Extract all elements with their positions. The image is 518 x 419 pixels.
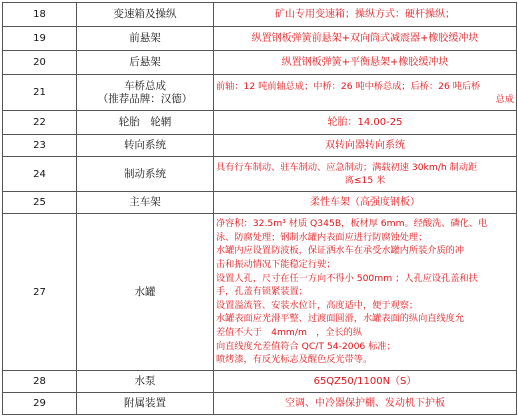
- table-row: [3, 111, 517, 135]
- row-number: 21: [3, 75, 77, 111]
- row-number: 25: [3, 192, 77, 214]
- row-item: 轮胎 轮辋: [77, 111, 214, 135]
- row-number: 20: [3, 51, 77, 75]
- table-row: [3, 371, 517, 393]
- row-number: 23: [3, 135, 77, 157]
- row-spec: 双转向器转向系统: [214, 135, 517, 157]
- table-row: [3, 51, 517, 75]
- row-number: 24: [3, 157, 77, 192]
- spec-table: [2, 2, 517, 415]
- table-row: [3, 3, 517, 27]
- row-spec: 轮胎：14.00-25: [214, 111, 517, 135]
- row-item: 制动系统: [77, 157, 214, 192]
- row-number: 18: [3, 3, 77, 27]
- row-spec: 纵置钢板弹簧前悬架+双向筒式减震器+橡胶缓冲块: [214, 27, 517, 51]
- row-spec: 纵置钢板弹簧+平衡悬架+橡胶缓冲块: [214, 51, 517, 75]
- row-number: 27: [3, 214, 77, 371]
- row-number: 29: [3, 393, 77, 415]
- table-row: [3, 214, 517, 371]
- row-item: 主车架: [77, 192, 214, 214]
- table-row: [3, 393, 517, 415]
- row-item: 水泵: [77, 371, 214, 393]
- row-item: [77, 75, 214, 111]
- row-number: 22: [3, 111, 77, 135]
- row-item: 水罐: [77, 214, 214, 371]
- row-item-label: 车桥总成: [124, 79, 166, 92]
- row-item: 后悬架: [77, 51, 214, 75]
- row-spec: 空调、中冷器保护棚、发动机下护板: [214, 393, 517, 415]
- row-number: 19: [3, 27, 77, 51]
- row-item: 转向系统: [77, 135, 214, 157]
- table-row: [3, 157, 517, 192]
- row-spec: 柔性车架（高强度钢板）: [214, 192, 517, 214]
- row-item: 前悬架: [77, 27, 214, 51]
- row-spec: 65QZ50/1100N（S）: [214, 371, 517, 393]
- row-item-sub: （推荐品牌：汉德）: [97, 92, 193, 105]
- table-row: [3, 75, 517, 111]
- row-item: 附属装置: [77, 393, 214, 415]
- row-spec: 具有行车制动、驻车制动、应急制动；满载初速 30km/h 制动距 离≤15 米: [214, 157, 517, 192]
- table-row: [3, 192, 517, 214]
- row-spec: 净容积：32.5m³ 材质 Q345B，板材厚 6mm。经酸洗、磷化、电 泳、防腐处理；钢制水罐内表面应进行防腐蚀处理； 水罐内应设置防波板，保证洒水车在承受水罐内所装介质的冲 击和振动情况下能稳定行驶； 设置人孔，尺寸在任一方向不得小 500mm ；人孔应设孔盖和扶 手，孔盖有锁紧装置； 设置溢流管、安装水位计，高度适中，便于观察； 水罐表面应光滑平整、过渡面圆滑，水罐表面的纵向直线度允 差值不大于 4mm/m ，全长的纵 向直线度允差值符合 QC/T 54-2006 标准； 喷烤漆，有反光标志及醒色反光带等。: [214, 214, 517, 371]
- row-number: 28: [3, 371, 77, 393]
- row-spec: 前轴：12 吨前轴总成；中桥：26 吨中桥总成；后桥：26 吨后桥 总成: [214, 75, 517, 111]
- table-row: [3, 135, 517, 157]
- row-item: 变速箱及操纵: [77, 3, 214, 27]
- table-row: [3, 27, 517, 51]
- row-spec: 矿山专用变速箱；操纵方式：硬杆操纵；: [214, 3, 517, 27]
